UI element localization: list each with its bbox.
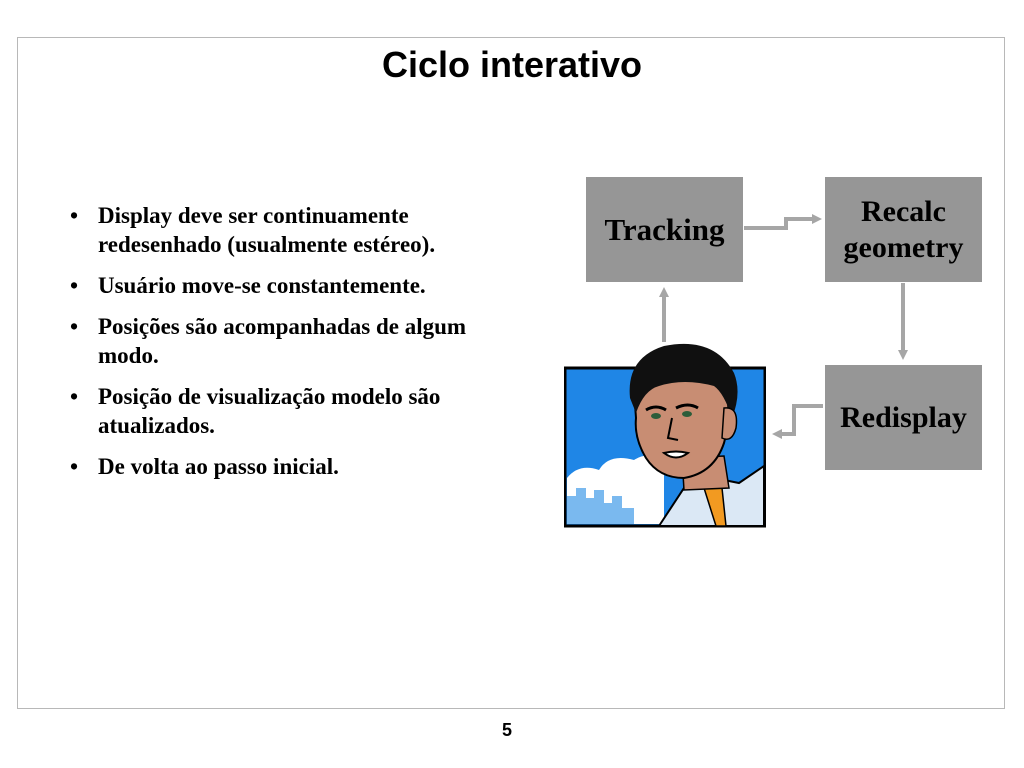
bullet-icon: • bbox=[70, 314, 79, 339]
recalc-geometry-box bbox=[825, 177, 982, 282]
list-item bbox=[70, 382, 530, 440]
redisplay-label: Redisplay bbox=[840, 400, 967, 434]
recalc-label-line2: geometry bbox=[843, 230, 964, 264]
bullet-icon: • bbox=[70, 273, 79, 298]
bullet-icon: • bbox=[70, 454, 79, 479]
bullet-text: Posições são acompanhadas de algum modo. bbox=[98, 314, 467, 368]
list-item bbox=[70, 201, 530, 259]
list-item bbox=[70, 312, 530, 370]
man-portrait-icon bbox=[564, 338, 766, 528]
list-item bbox=[70, 452, 530, 481]
recalc-label-line1: Recalc bbox=[861, 194, 946, 228]
tracking-label: Tracking bbox=[604, 211, 725, 247]
bullet-text: Posição de visualização modelo são atualizados. bbox=[98, 384, 441, 438]
bullet-list bbox=[70, 201, 530, 493]
bullet-text: Usuário move-se constantemente. bbox=[98, 273, 426, 298]
bullet-icon: • bbox=[70, 203, 79, 228]
bullet-text: De volta ao passo inicial. bbox=[98, 454, 339, 479]
slide-title: Ciclo interativo bbox=[381, 44, 643, 85]
bullet-icon: • bbox=[70, 384, 79, 409]
page-number: 5 bbox=[501, 720, 512, 740]
bullet-text: Display deve ser continuamente redesenhado (usualmente estéreo). bbox=[98, 203, 436, 257]
tracking-box bbox=[586, 177, 743, 282]
list-item bbox=[70, 271, 530, 300]
redisplay-box bbox=[825, 365, 982, 470]
